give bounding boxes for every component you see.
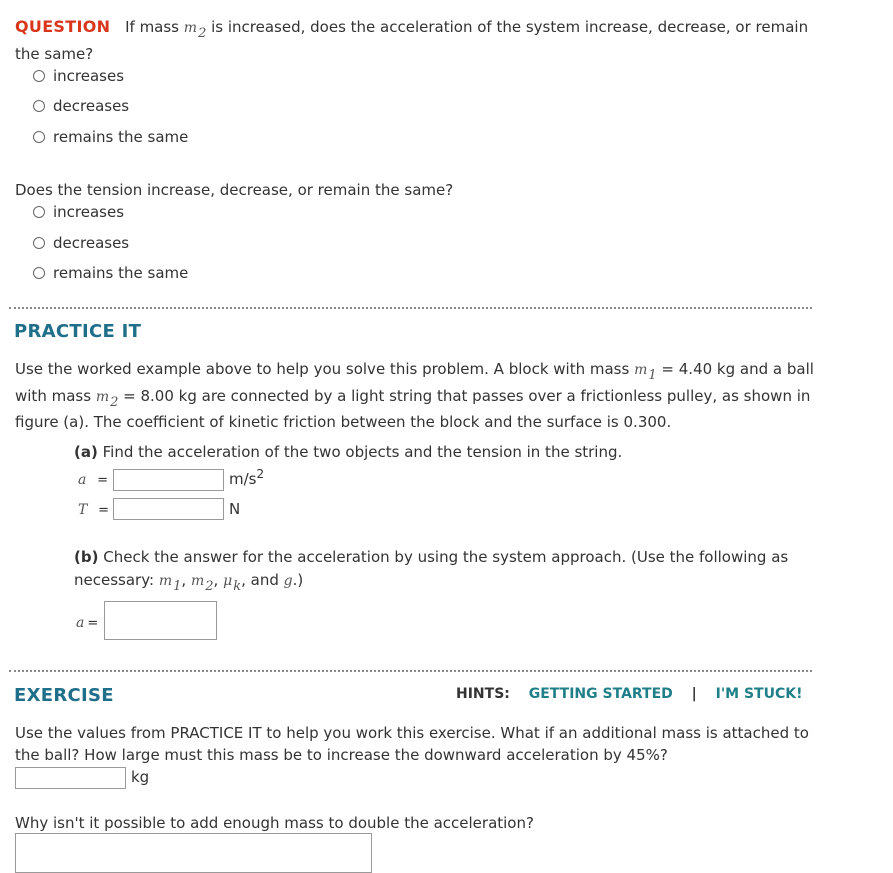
practice-text-line-2: with mass m2 = 8.00 kg are connected by a light string that passes over a frictionless pulley, as shown in bbox=[15, 387, 811, 410]
option-label: decreases bbox=[53, 97, 130, 115]
part-a-prompt bbox=[74, 441, 622, 463]
tension-question-text: Does the tension increase, decrease, or remain the same? bbox=[15, 181, 454, 199]
acceleration-input[interactable] bbox=[113, 469, 224, 491]
mass-unit: kg bbox=[131, 768, 150, 786]
exercise-text-line-1: Use the values from PRACTICE IT to help you work this exercise. What if an additional mass is attached to bbox=[15, 724, 809, 742]
exercise-title: EXERCISE bbox=[14, 685, 114, 706]
part-b-prompt-line-2: necessary: m1, m2, μk, and g.) bbox=[74, 571, 304, 594]
exercise-question-2: Why isn't it possible to add enough mass to double the acceleration? bbox=[15, 814, 534, 832]
radio-button[interactable] bbox=[33, 131, 45, 143]
hints-label: HINTS: bbox=[456, 686, 510, 702]
question-text-line-1 bbox=[15, 16, 808, 40]
radio-button[interactable] bbox=[33, 237, 45, 249]
tension-unit: N bbox=[229, 500, 241, 518]
hint-separator: | bbox=[691, 686, 697, 702]
practice-text-line-1: Use the worked example above to help you solve this problem. A block with mass m1 = 4.40 kg and a ball bbox=[15, 360, 814, 383]
part-b-text: Check the answer for the acceleration by using the system approach. (Use the following as bbox=[103, 548, 789, 566]
q2-option-increases[interactable] bbox=[33, 201, 124, 223]
q1-option-decreases[interactable] bbox=[33, 95, 129, 117]
acceleration-unit: $m/s^2$ bbox=[229, 467, 265, 488]
q2-option-decreases[interactable] bbox=[33, 232, 129, 254]
acceleration-label: a = bbox=[78, 472, 109, 488]
mass-m1-var: m1 bbox=[634, 362, 657, 383]
part-b-prompt bbox=[74, 546, 788, 568]
section-divider bbox=[9, 670, 812, 672]
q1-option-increases[interactable] bbox=[33, 65, 124, 87]
hints-bar bbox=[456, 686, 802, 702]
getting-started-link[interactable]: GETTING STARTED bbox=[528, 686, 673, 702]
section-divider bbox=[9, 307, 812, 309]
q2-option-remains-the-same[interactable] bbox=[33, 262, 188, 284]
option-label: remains the same bbox=[53, 264, 189, 282]
question-label: QUESTION bbox=[15, 17, 111, 36]
mu-k-var: μk bbox=[223, 573, 242, 594]
additional-mass-input[interactable] bbox=[15, 767, 126, 789]
radio-button[interactable] bbox=[33, 267, 45, 279]
radio-button[interactable] bbox=[33, 70, 45, 82]
option-label: remains the same bbox=[53, 128, 189, 146]
question-text-line-2: the same? bbox=[15, 45, 94, 63]
option-label: increases bbox=[53, 67, 125, 85]
part-a-label: (a) bbox=[74, 443, 98, 461]
im-stuck-link[interactable]: I'M STUCK! bbox=[715, 686, 803, 702]
part-b-acceleration-input[interactable] bbox=[104, 601, 217, 640]
question-text-part-1: If mass bbox=[125, 18, 179, 36]
radio-button[interactable] bbox=[33, 100, 45, 112]
part-b-acceleration-label: a = bbox=[76, 615, 99, 631]
option-label: decreases bbox=[53, 234, 130, 252]
radio-button[interactable] bbox=[33, 206, 45, 218]
mass-m2-var: m2 bbox=[183, 20, 207, 41]
part-b-label: (b) bbox=[74, 548, 99, 566]
tension-label: T = bbox=[78, 502, 110, 518]
mass-m2-var: m2 bbox=[95, 389, 119, 410]
q1-option-remains-the-same[interactable] bbox=[33, 126, 188, 148]
practice-text-line-3: figure (a). The coefficient of kinetic friction between the block and the surface is 0.300. bbox=[15, 413, 672, 431]
question-text-part-2: is increased, does the acceleration of the system increase, decrease, or remain bbox=[211, 18, 809, 36]
tension-input[interactable] bbox=[113, 498, 224, 520]
explanation-textarea[interactable] bbox=[15, 833, 372, 873]
part-a-text: Find the acceleration of the two objects and the tension in the string. bbox=[102, 443, 623, 461]
option-label: increases bbox=[53, 203, 125, 221]
practice-it-title: PRACTICE IT bbox=[14, 321, 142, 342]
g-var: g bbox=[283, 573, 293, 589]
m1-var: m1 bbox=[158, 573, 182, 594]
exercise-text-line-2: the ball? How large must this mass be to increase the downward acceleration by 45%? bbox=[15, 746, 668, 764]
m2-var: m2 bbox=[190, 573, 214, 594]
